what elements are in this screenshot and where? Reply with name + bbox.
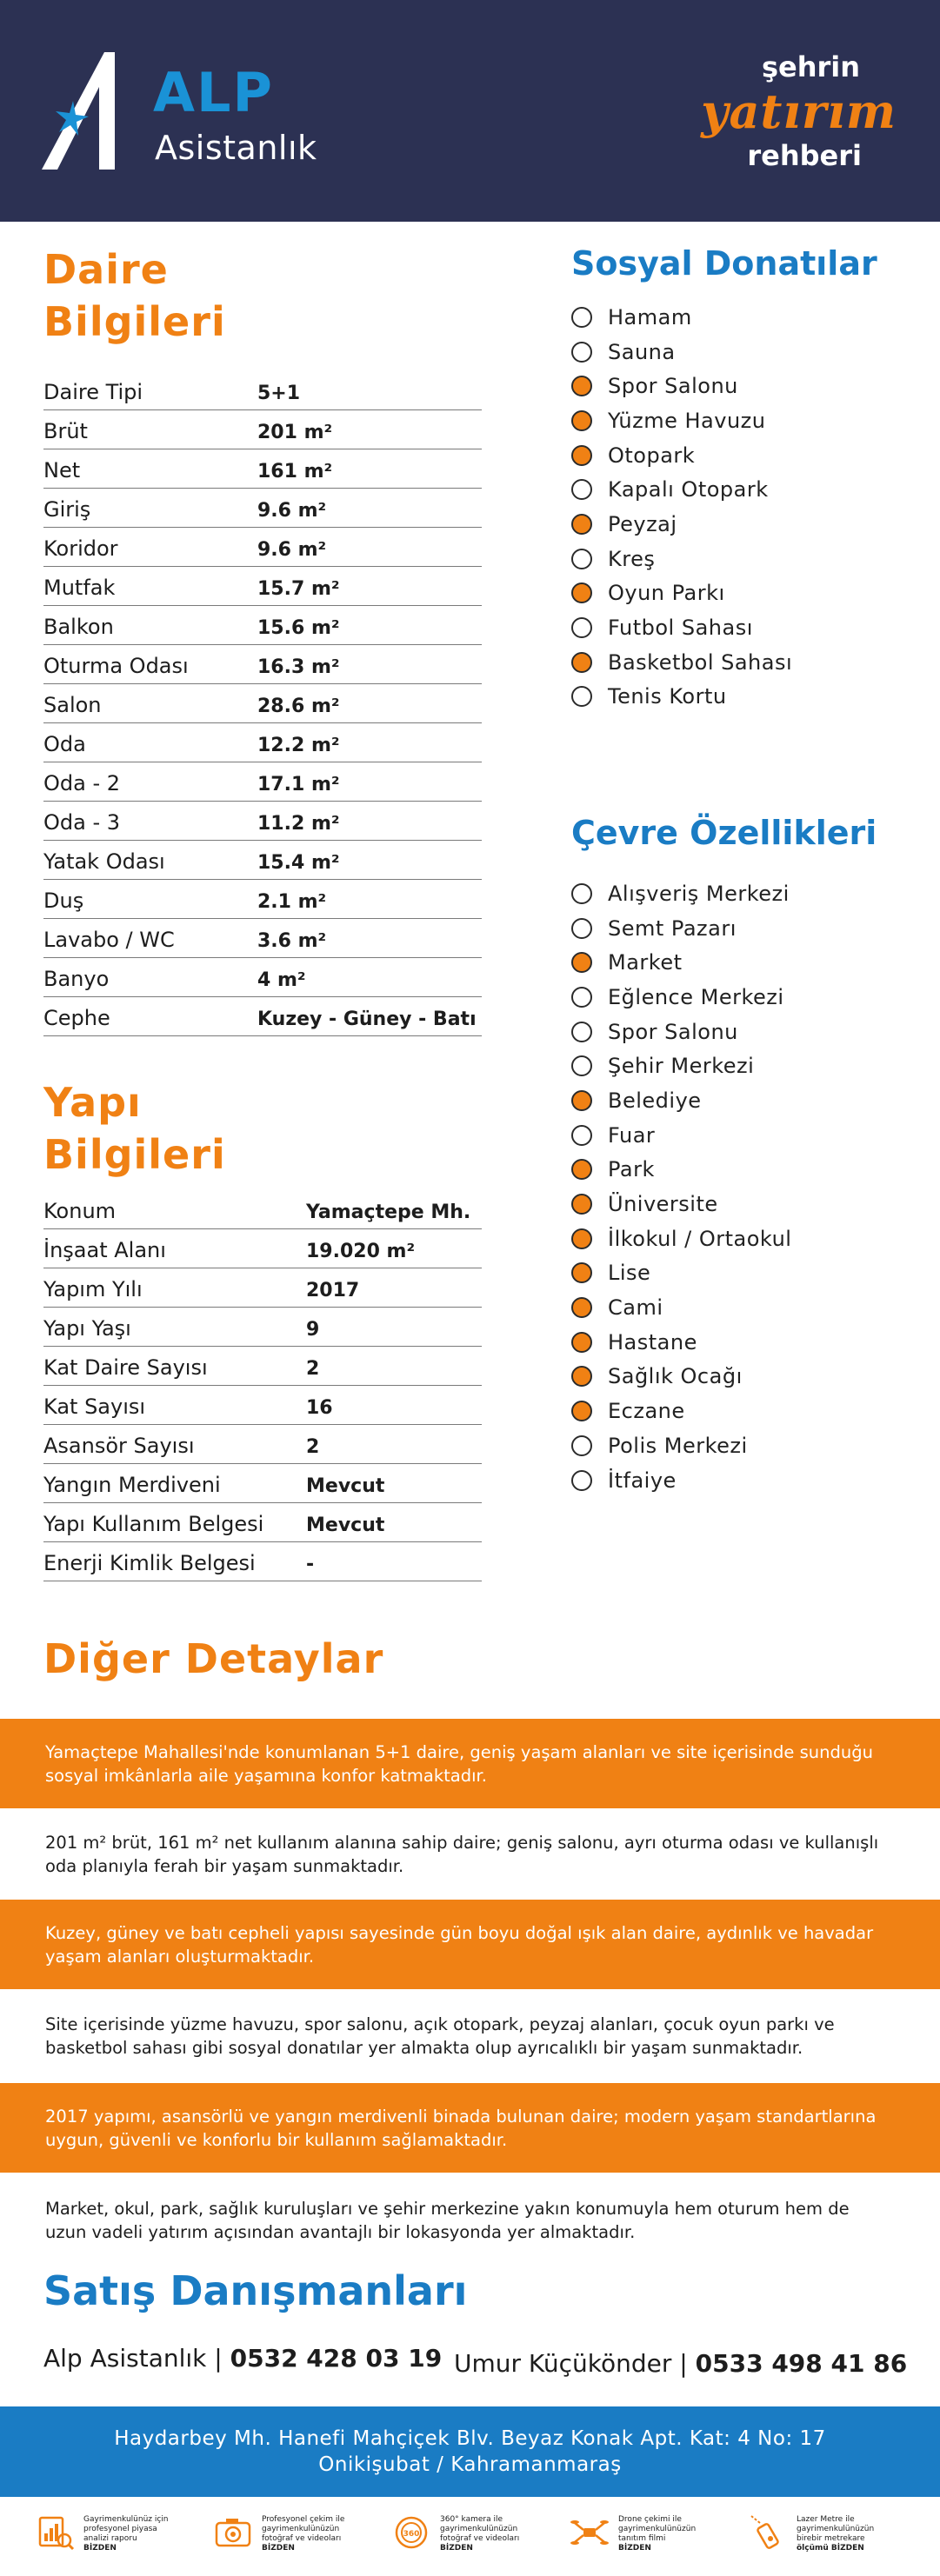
logo-asistanlik-text: Asistanlık (155, 129, 317, 167)
spec-key: Yangın Merdiveni (43, 1473, 221, 1497)
spec-value: 2.1 m² (257, 891, 327, 913)
spec-value: 19.020 m² (306, 1241, 416, 1262)
advisor-2-phone[interactable]: 0533 498 41 86 (695, 2349, 908, 2378)
yapi-title (43, 1078, 226, 1179)
spec-key: Oda - 3 (43, 810, 121, 835)
empty-circle-icon (571, 686, 592, 707)
spec-key: Balkon (43, 615, 114, 639)
spec-row (43, 489, 482, 528)
spec-key: Brüt (43, 419, 88, 443)
checklist-label: Eğlence Merkezi (608, 984, 784, 1009)
checklist-label: Kreş (608, 546, 656, 571)
advisor-1 (43, 2344, 442, 2373)
service-text-line: 360° kamera ile (440, 2515, 503, 2524)
checklist-item (571, 1118, 919, 1153)
filled-circle-icon (571, 514, 592, 535)
spec-value: Kuzey - Güney - Batı (257, 1008, 477, 1030)
yapi-title-line-1: Yapı (43, 1079, 142, 1126)
spec-row (43, 802, 482, 841)
spec-key: Koridor (43, 536, 118, 561)
service-bold-text: BİZDEN (440, 2544, 473, 2553)
checklist-item (571, 1048, 919, 1083)
spec-row (43, 1229, 482, 1268)
empty-circle-icon (571, 1435, 592, 1456)
laser-meter-icon (748, 2513, 788, 2553)
filled-circle-icon (571, 1228, 592, 1249)
spec-value: Mevcut (306, 1514, 385, 1536)
chart-analysis-icon (35, 2513, 83, 2556)
spec-key: Net (43, 458, 81, 483)
spec-row (43, 449, 482, 489)
spec-key: Daire Tipi (43, 380, 143, 404)
daire-title-line-2: Bilgileri (43, 298, 226, 345)
checklist-item (571, 1290, 919, 1325)
slogan-line-3: rehberi (747, 139, 862, 172)
checklist-label: Peyzaj (608, 511, 677, 536)
checklist-item (571, 403, 919, 438)
detail-band-2 (0, 1808, 940, 1900)
checklist-label: Hastane (608, 1329, 697, 1355)
checklist-item (571, 1360, 919, 1395)
empty-circle-icon (571, 987, 592, 1008)
spec-key: Salon (43, 693, 102, 717)
spec-key: Duş (43, 889, 84, 913)
checklist-label: Belediye (608, 1088, 702, 1113)
service-text-line: gayrimenkulünüzün (440, 2525, 518, 2533)
camera-360-icon (391, 2513, 440, 2556)
camera-icon (213, 2513, 253, 2553)
checklist-label: İtfaiye (608, 1468, 677, 1493)
spec-row (43, 919, 482, 958)
spec-key: Yatak Odası (43, 849, 165, 874)
detail-text-5: 2017 yapımı, asansörlü ve yangın merdivenli binada bulunan daire; modern yaşam standartlarına uygun, güvenli ve konforlu bir kullanım sağlamaktadır. (45, 2106, 877, 2150)
checklist-label: Sauna (608, 339, 676, 364)
filled-circle-icon (571, 410, 592, 431)
spec-value: Yamaçtepe Mh. (306, 1201, 471, 1223)
filled-circle-icon (571, 1297, 592, 1318)
address-line-2: Onikişubat / Kahramanmaraş (318, 2453, 622, 2476)
empty-circle-icon (571, 1022, 592, 1042)
service-text-line: fotoğraf ve videoları (262, 2534, 342, 2543)
slogan (688, 50, 897, 176)
spec-row (43, 958, 482, 997)
spec-row (43, 997, 482, 1036)
detail-band-4 (0, 1989, 940, 2083)
service-text-line: birebir metrekare (797, 2534, 865, 2543)
checklist-label: Lise (608, 1261, 651, 1286)
filled-circle-icon (571, 952, 592, 973)
checklist-label: Market (608, 950, 683, 975)
service-text-line: fotoğraf ve videoları (440, 2534, 520, 2543)
chart-analysis-icon (35, 2513, 75, 2553)
spec-row (43, 1503, 482, 1542)
logo-alp-text: ALP (153, 61, 274, 124)
checklist-item (571, 1428, 919, 1463)
checklist-item (571, 980, 919, 1015)
address-banner (0, 2406, 940, 2497)
checklist-label: Spor Salonu (608, 374, 738, 399)
checklist-label: Oyun Parkı (608, 581, 725, 606)
spec-row (43, 1308, 482, 1347)
spec-value: 17.1 m² (257, 774, 340, 795)
checklist-item (571, 1221, 919, 1256)
empty-circle-icon (571, 883, 592, 904)
logo-mark-icon (42, 52, 146, 170)
checklist-item (571, 1256, 919, 1291)
service-text (262, 2515, 344, 2553)
checklist-item (571, 1463, 919, 1498)
spec-value: 9.6 m² (257, 500, 327, 522)
spec-value: 16 (306, 1397, 333, 1419)
empty-circle-icon (571, 918, 592, 939)
service-text (440, 2515, 519, 2553)
spec-key: Asansör Sayısı (43, 1434, 195, 1458)
checklist-item (571, 1083, 919, 1118)
service-text-line: Gayrimenkulünüz için (83, 2515, 169, 2524)
camera-icon (213, 2513, 262, 2556)
filled-circle-icon (571, 1262, 592, 1283)
checklist-item (571, 876, 919, 911)
checklist-label: Otopark (608, 443, 696, 468)
service-item (570, 2504, 743, 2565)
satis-title: Satış Danışmanları (43, 2267, 468, 2314)
diger-title: Diğer Detaylar (43, 1635, 384, 1682)
filled-circle-icon (571, 445, 592, 466)
cevre-checklist (571, 876, 919, 1497)
service-bold-text: BİZDEN (262, 2544, 295, 2553)
spec-row (43, 880, 482, 919)
checklist-label: Üniversite (608, 1192, 718, 1217)
checklist-label: Kapalı Otopark (608, 477, 769, 503)
spec-value: - (306, 1554, 315, 1575)
empty-circle-icon (571, 307, 592, 328)
checklist-item (571, 610, 919, 645)
checklist-item (571, 911, 919, 946)
checklist-label: Tenis Kortu (608, 684, 727, 709)
spec-key: Konum (43, 1199, 117, 1223)
service-text-line: tanıtım filmi (618, 2534, 666, 2543)
empty-circle-icon (571, 1125, 592, 1146)
daire-title (43, 245, 226, 346)
filled-circle-icon (571, 582, 592, 603)
spec-value: 201 m² (257, 422, 333, 443)
yapi-spec-table (43, 1190, 482, 1581)
laser-meter-icon (748, 2513, 797, 2556)
advisor-1-name: Alp Asistanlık (43, 2344, 207, 2373)
cevre-title: Çevre Özellikleri (571, 814, 877, 852)
slogan-line-1: şehrin (761, 50, 860, 83)
spec-key: Giriş (43, 497, 91, 522)
spec-key: Oda - 2 (43, 771, 121, 795)
checklist-item (571, 542, 919, 576)
spec-key: Kat Daire Sayısı (43, 1355, 208, 1380)
service-text-line: gayrimenkulünüzün (797, 2525, 875, 2533)
spec-row (43, 410, 482, 449)
checklist-item (571, 438, 919, 473)
spec-value: 15.6 m² (257, 617, 340, 639)
checklist-label: Basketbol Sahası (608, 649, 793, 675)
detail-band-6 (0, 2173, 940, 2267)
checklist-item (571, 300, 919, 335)
daire-title-line-1: Daire (43, 246, 169, 293)
spec-row (43, 371, 482, 410)
empty-circle-icon (571, 549, 592, 569)
spec-row (43, 567, 482, 606)
spec-value: 5+1 (257, 383, 301, 404)
spec-row (43, 606, 482, 645)
spec-row (43, 1268, 482, 1308)
detail-band-5 (0, 2083, 940, 2173)
checklist-item (571, 335, 919, 369)
filled-circle-icon (571, 1194, 592, 1215)
spec-row (43, 723, 482, 762)
checklist-label: Hamam (608, 304, 692, 329)
service-item (391, 2504, 565, 2565)
spec-key: Yapım Yılı (43, 1277, 143, 1301)
advisor-1-phone[interactable]: 0532 428 03 19 (230, 2344, 443, 2373)
service-text-line: profesyonel piyasa (83, 2525, 157, 2533)
spec-value: 15.7 m² (257, 578, 340, 600)
svg-text:360: 360 (403, 2530, 420, 2539)
spec-value: 9.6 m² (257, 539, 327, 561)
spec-row (43, 1464, 482, 1503)
empty-circle-icon (571, 1470, 592, 1491)
spec-value: 12.2 m² (257, 735, 340, 756)
spec-key: İnşaat Alanı (43, 1238, 166, 1262)
service-bold-text: ölçümü BİZDEN (797, 2544, 864, 2553)
checklist-label: Park (608, 1157, 655, 1182)
advisor-2-name: Umur Küçükönder (454, 2349, 672, 2378)
empty-circle-icon (571, 617, 592, 638)
filled-circle-icon (571, 1366, 592, 1387)
checklist-label: Sağlık Ocağı (608, 1364, 743, 1389)
detail-text-4: Site içerisinde yüzme havuzu, spor salonu, açık otopark, peyzaj alanları, çocuk oyun parkı ve basketbol sahası gibi sosyal donatılar yer almakta olup ayrıcalıklı bir yaşam sunmaktadır. (45, 2014, 835, 2058)
detail-text-2: 201 m² brüt, 161 m² net kullanım alanına sahip daire; geniş salonu, ayrı oturma odası ve kullanışlı oda planıyla ferah bir yaşam sunmaktadır. (45, 1832, 879, 1876)
spec-key: Kat Sayısı (43, 1395, 146, 1419)
checklist-item (571, 507, 919, 542)
spec-row (43, 762, 482, 802)
detail-text-3: Kuzey, güney ve batı cepheli yapısı sayesinde gün boyu doğal ışık alan daire, aydınlık ve havadar yaşam alanları oluşturmaktadır. (45, 1922, 874, 1967)
spec-row (43, 1386, 482, 1425)
service-bold-text: BİZDEN (618, 2544, 651, 2553)
spec-value: 11.2 m² (257, 813, 340, 835)
spec-row (43, 645, 482, 684)
header-banner (0, 0, 940, 222)
yapi-title-line-2: Bilgileri (43, 1131, 226, 1178)
service-text-line: Lazer Metre ile (797, 2515, 855, 2524)
spec-value: 2 (306, 1436, 320, 1458)
sosyal-title: Sosyal Donatılar (571, 244, 877, 283)
checklist-item (571, 1394, 919, 1428)
checklist-label: Şehir Merkezi (608, 1054, 755, 1079)
filled-circle-icon (571, 652, 592, 673)
service-item (35, 2504, 209, 2565)
spec-value: 16.3 m² (257, 656, 340, 678)
checklist-item (571, 369, 919, 403)
checklist-item (571, 1187, 919, 1221)
service-text-line: gayrimenkulünüzün (618, 2525, 697, 2533)
service-text-line: Drone çekimi ile (618, 2515, 682, 2524)
spec-key: Cephe (43, 1006, 110, 1030)
service-text (83, 2515, 169, 2553)
checklist-label: Spor Salonu (608, 1019, 738, 1044)
filled-circle-icon (571, 1401, 592, 1421)
address-line-1: Haydarbey Mh. Hanefi Mahçiçek Blv. Beyaz Konak Apt. Kat: 4 No: 17 (114, 2427, 826, 2450)
advisor-2 (454, 2349, 907, 2378)
service-item (213, 2504, 387, 2565)
filled-circle-icon (571, 376, 592, 396)
spec-value: 3.6 m² (257, 930, 327, 952)
service-item (748, 2504, 922, 2565)
sosyal-checklist (571, 300, 919, 714)
drone-icon (570, 2513, 618, 2556)
checklist-label: Futbol Sahası (608, 616, 753, 641)
checklist-label: Semt Pazarı (608, 915, 737, 941)
spec-row (43, 1190, 482, 1229)
service-bold-text: BİZDEN (83, 2544, 117, 2553)
spec-value: 2017 (306, 1280, 360, 1301)
spec-row (43, 841, 482, 880)
advisor-2-separator: | (679, 2349, 688, 2378)
checklist-item (571, 680, 919, 715)
slogan-line-2: yatırım (701, 83, 897, 139)
spec-key: Oturma Odası (43, 654, 189, 678)
spec-row (43, 1347, 482, 1386)
spec-row (43, 1542, 482, 1581)
spec-key: Lavabo / WC (43, 928, 175, 952)
checklist-item (571, 1015, 919, 1049)
service-text (618, 2515, 696, 2553)
spec-key: Yapı Kullanım Belgesi (43, 1512, 264, 1536)
daire-spec-table (43, 371, 482, 1036)
checklist-label: Cami (608, 1295, 663, 1321)
filled-circle-icon (571, 1090, 592, 1111)
service-text-line: analizi raporu (83, 2534, 137, 2543)
spec-key: Oda (43, 732, 86, 756)
spec-value: 161 m² (257, 461, 333, 483)
spec-row (43, 1425, 482, 1464)
camera-360-icon (391, 2513, 431, 2553)
checklist-label: Alışveriş Merkezi (608, 881, 790, 906)
checklist-label: Fuar (608, 1122, 656, 1148)
empty-circle-icon (571, 342, 592, 363)
spec-row (43, 528, 482, 567)
checklist-item (571, 576, 919, 611)
filled-circle-icon (571, 1332, 592, 1353)
spec-value: 4 m² (257, 969, 306, 991)
spec-value: 2 (306, 1358, 320, 1380)
spec-key: Mutfak (43, 576, 116, 600)
drone-icon (570, 2513, 610, 2553)
filled-circle-icon (571, 1159, 592, 1180)
detail-band-1 (0, 1719, 940, 1808)
service-text-line: Profesyonel çekim ile (262, 2515, 345, 2524)
advisor-1-separator: | (214, 2344, 223, 2373)
spec-value: Mevcut (306, 1475, 385, 1497)
checklist-item (571, 1325, 919, 1360)
empty-circle-icon (571, 1055, 592, 1076)
spec-key: Enerji Kimlik Belgesi (43, 1551, 256, 1575)
checklist-item (571, 645, 919, 680)
detail-band-3 (0, 1900, 940, 1989)
spec-value: 15.4 m² (257, 852, 340, 874)
spec-key: Yapı Yaşı (43, 1316, 131, 1341)
spec-key: Banyo (43, 967, 110, 991)
spec-value: 28.6 m² (257, 696, 340, 717)
checklist-item (571, 945, 919, 980)
checklist-label: İlkokul / Ortaokul (608, 1226, 792, 1251)
checklist-item (571, 1153, 919, 1188)
service-text-line: gayrimenkulünüzün (262, 2525, 340, 2533)
spec-value: 9 (306, 1319, 320, 1341)
checklist-label: Polis Merkezi (608, 1433, 748, 1458)
checklist-item (571, 472, 919, 507)
spec-row (43, 684, 482, 723)
alp-logo (42, 52, 329, 170)
service-text (797, 2515, 874, 2553)
services-row (35, 2504, 922, 2565)
checklist-label: Eczane (608, 1399, 685, 1424)
detail-text-6: Market, okul, park, sağlık kuruluşları ve şehir merkezine yakın konumuyla hem oturum hem de uzun vadeli yatırım açısından avantajlı bir lokasyonda yer almaktadır. (45, 2198, 850, 2242)
empty-circle-icon (571, 479, 592, 500)
detail-text-1: Yamaçtepe Mahallesi'nde konumlanan 5+1 daire, geniş yaşam alanları ve site içerisinde sunduğu sosyal imkânlarla aile yaşamına konfor katmaktadır. (45, 1741, 873, 1786)
checklist-label: Yüzme Havuzu (608, 408, 766, 433)
